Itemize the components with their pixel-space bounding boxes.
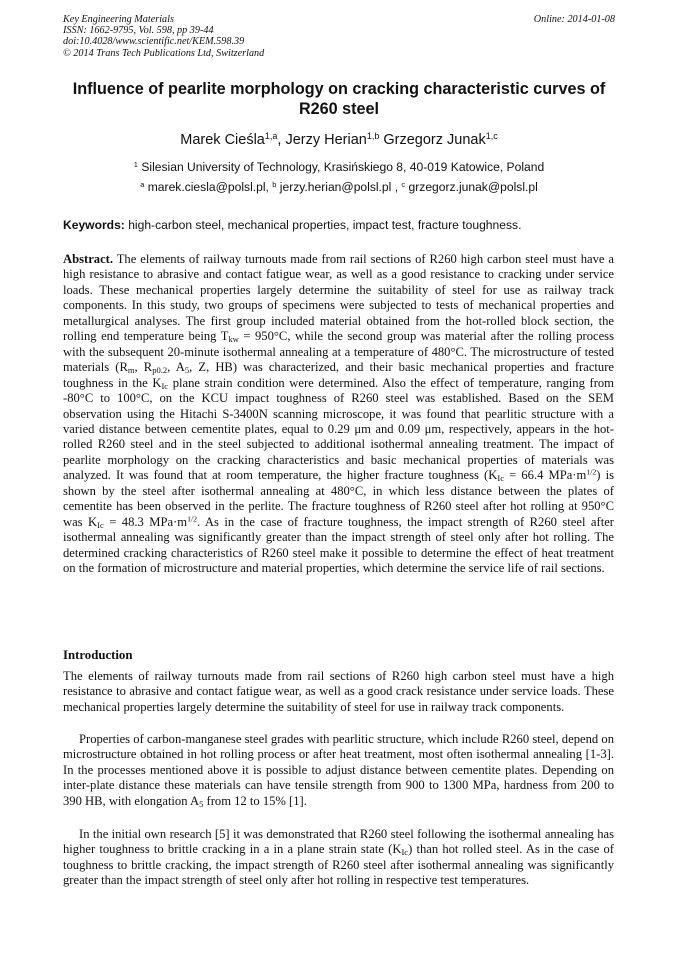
email-mark: a bbox=[140, 179, 145, 189]
copyright-line: © 2014 Trans Tech Publications Ltd, Switzerland bbox=[63, 47, 265, 59]
subscript: m bbox=[127, 365, 135, 376]
doi-line: doi:10.4028/www.scientific.net/KEM.598.39 bbox=[63, 36, 245, 48]
affiliation-mark: 1 bbox=[133, 159, 138, 169]
abstract-text: , A bbox=[167, 360, 185, 375]
journal-header bbox=[63, 14, 264, 59]
keywords-text: high-carbon steel, mechanical properties, impact test, fracture toughness. bbox=[124, 218, 522, 232]
author-name: Marek Cieśla bbox=[180, 132, 265, 148]
online-date: Online: 2014-01-08 bbox=[533, 14, 615, 25]
abstract-text: = 48.3 MPa·m bbox=[103, 514, 188, 529]
intro-paragraph-1: The elements of railway turnouts made from rail sections of R260 high carbon steel must have a high resistance to abrasive and contact fatigue wear, as well as a good crack resistance under service loads. These mechanical properties largely determine the suitability of steel for use in railway track components. bbox=[63, 669, 614, 714]
subscript: Ic bbox=[161, 380, 169, 391]
email-mark: c bbox=[401, 179, 406, 189]
superscript: 1/2 bbox=[586, 468, 597, 478]
subscript: Ic bbox=[97, 519, 104, 530]
author-name: Grzegorz Junak bbox=[383, 132, 486, 148]
subscript: 5 bbox=[184, 365, 190, 376]
keywords-label: Keywords: bbox=[63, 218, 125, 232]
subscript: p0.2 bbox=[152, 365, 168, 376]
abstract-text: ) is shown by the steel after isothermal annealing at 480°C, in which less distance between the plates of cementite has been observed in the perlite. The fracture toughness of R260 steel after hot rolling at 950°C was K bbox=[63, 468, 615, 529]
superscript: 1/2 bbox=[187, 514, 198, 524]
intro-paragraph-3 bbox=[63, 827, 614, 889]
email-address: grzegorz.junak@polsl.pl bbox=[405, 180, 538, 194]
paragraph-text: Properties of carbon-manganese steel grades with pearlitic structure, which include R260 steel, depend on microstructure obtained in hot rolling process or after heat treatment, most often isothermal annealing [1-3]. In the processes mentioned above it is possible to adjust distance between cementite plates. Depending on inter-plate distance these materials can have tensile strength from 900 to 1300 MPa, hardness from 200 to 390 HB, with elongation A bbox=[63, 732, 614, 808]
author-affiliation-mark: 1,c bbox=[485, 131, 498, 142]
abstract-text: plane strain condition were determined. Also the effect of temperature, ranging from -80°C to 100°C, on the KCU impact toughness of R260 steel was established. Based on the SEM observation using the Hitachi S-3400N scanning microscope, it was found that pearlitic structure with a varied distance between cementite plates, equal to 0.29 μm and 0.09 μm, respectively, appears in the hot-rolled R260 steel and in the steel subjected to additional isothermal annealing treatment. The impact of pearlite morphology on the cracking characteristics and basic mechanical properties of materials was analyzed. It was found that at room temperature, the higher fracture toughness (K bbox=[63, 375, 614, 483]
paragraph-text: ) than hot rolled steel. As in the case of toughness to brittle cracking, the impact strength of R260 steel after isothermal annealing was significantly greater than the impact strength of steel only after hot rolling in respective test temperatures. bbox=[63, 842, 614, 888]
author-affiliation-mark: 1,a bbox=[264, 131, 278, 142]
abstract-label: Abstract. bbox=[63, 252, 114, 266]
abstract-text: , R bbox=[134, 360, 153, 375]
author-separator: , bbox=[277, 132, 286, 148]
abstract-text: = 66.4 MPa·m bbox=[503, 468, 587, 483]
subscript: Ic bbox=[497, 473, 504, 484]
subscript: Ic bbox=[401, 847, 409, 858]
issn-line: ISSN: 1662-9795, Vol. 598, pp 39-44 bbox=[63, 25, 214, 37]
abstract-text: , Z, HB) was characterized, and their basic mechanical properties and fracture toughness in the K bbox=[63, 360, 615, 390]
intro-paragraph-2 bbox=[63, 732, 614, 809]
author-name: Jerzy Herian bbox=[285, 132, 367, 148]
paragraph-text: In the initial own research [5] it was demonstrated that R260 steel following the isothermal annealing has higher toughness to brittle cracking in a in a plane strain state (K bbox=[63, 827, 614, 857]
email-list bbox=[52, 180, 626, 194]
journal-name: Key Engineering Materials bbox=[63, 14, 174, 25]
email-address: jerzy.herian@polsl.pl , bbox=[276, 180, 402, 194]
email-mark: b bbox=[272, 179, 277, 189]
section-heading-introduction: Introduction bbox=[63, 648, 133, 662]
abstract-text: = 950°C, while the second group was material after the rolling process with the subsequent 20-minute isothermal annealing at a temperature of 480°C. The microstructure of tested materials (R bbox=[63, 329, 614, 375]
abstract-text: . As in the case of fracture toughness, the impact strength of R260 steel after isothermal annealing was significantly greater than the impact strength of steel only after hot rolling. The determined cracking characteristics of R260 steel make it possible to determine the effect of heat treatment on the formation of microstructure and material properties, which determine the service life of rail sections. bbox=[63, 514, 614, 576]
email-address: marek.ciesla@polsl.pl, bbox=[144, 180, 273, 194]
subscript: 5 bbox=[199, 798, 204, 809]
paper-title: Influence of pearlite morphology on cracking characteristic curves of R260 steel bbox=[72, 80, 606, 118]
abstract bbox=[63, 252, 614, 577]
affiliation bbox=[52, 160, 626, 174]
paragraph-text: from 12 to 15% [1]. bbox=[203, 793, 307, 808]
author-list bbox=[52, 132, 626, 148]
affiliation-text: Silesian University of Technology, Krasińskiego 8, 40-019 Katowice, Poland bbox=[137, 160, 545, 174]
subscript: kw bbox=[228, 334, 239, 345]
author-affiliation-mark: 1,b bbox=[366, 131, 380, 142]
keywords bbox=[63, 218, 615, 232]
abstract-text: The elements of railway turnouts made from rail sections of R260 high carbon steel must have a high resistance to abrasive and contact fatigue wear, as well as a good resistance to cracking under service loads. These mechanical properties largely determine the suitability of steel for use as railway track components. In this study, two groups of specimens were subjected to tests of mechanical properties and metallurgical analyses. The first group included material obtained from the hot-rolled block section, the rolling end temperature being T bbox=[63, 252, 614, 344]
